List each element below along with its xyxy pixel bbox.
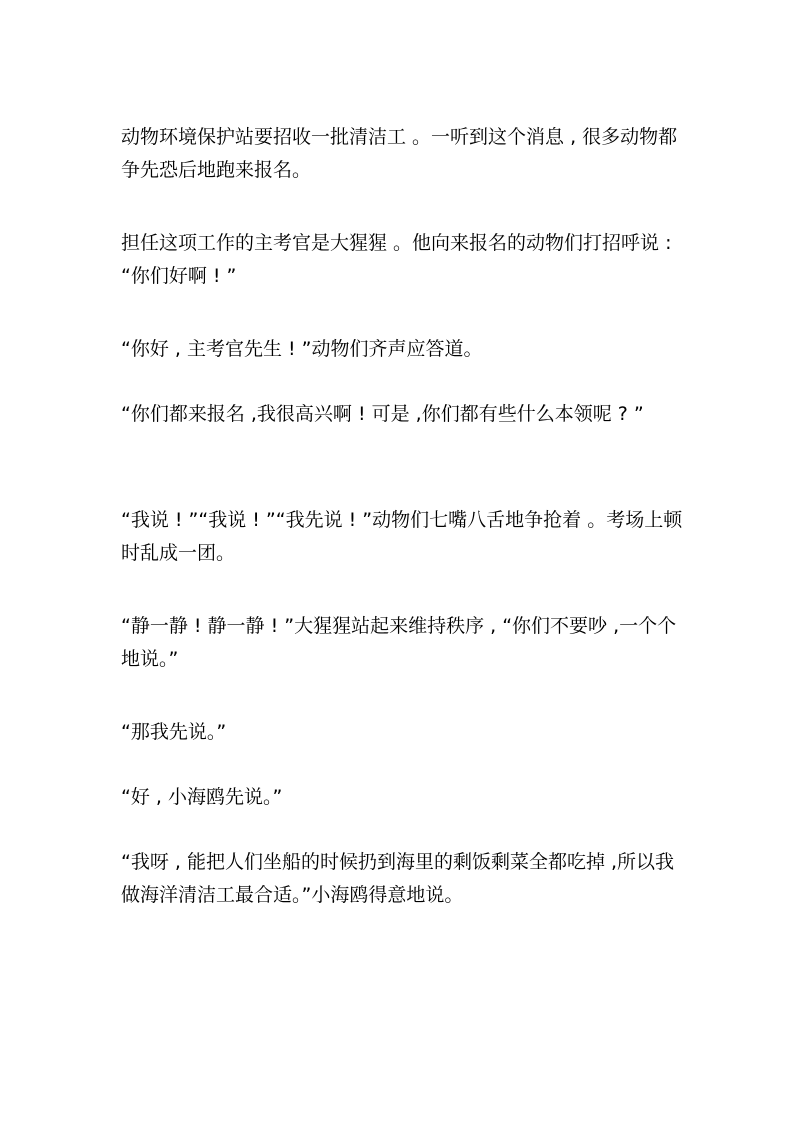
paragraph-3: “你好 , 主考官先生 ! ”动物们齐声应答道。 xyxy=(121,338,483,360)
paragraph-1: 动物环境保护站要招收一批清洁工 。一听到这个消息 , 很多动物都争先恐后地跑来报名。 xyxy=(121,126,678,181)
paragraph-2: 担任这项工作的主考官是大猩猩 。他向来报名的动物们打招呼说 : “你们好啊 ! ” xyxy=(121,232,672,287)
paragraph-7: “那我先说。” xyxy=(121,721,227,743)
paragraph-9: “我呀 , 能把人们坐船的时候扔到海里的剩饭剩菜全都吃掉 ,所以我做海洋清洁工最合适。”小海鸥得意地说。 xyxy=(121,851,675,906)
paragraph-6: “静一静 ! 静一静 ! ”大猩猩站起来维持秩序 , “你们不要吵 ,一个个地说。” xyxy=(121,615,677,670)
paragraph-8: “好 , 小海鸥先说。” xyxy=(121,786,283,808)
paragraph-4: “你们都来报名 ,我很高兴啊 ! 可是 ,你们都有些什么本领呢 ? ” xyxy=(121,403,644,425)
paragraph-5: “我说 ! ”“我说 ! ”“我先说 ! ”动物们七嘴八舌地争抢着 。考场上顿时乱成一团。 xyxy=(121,509,683,564)
